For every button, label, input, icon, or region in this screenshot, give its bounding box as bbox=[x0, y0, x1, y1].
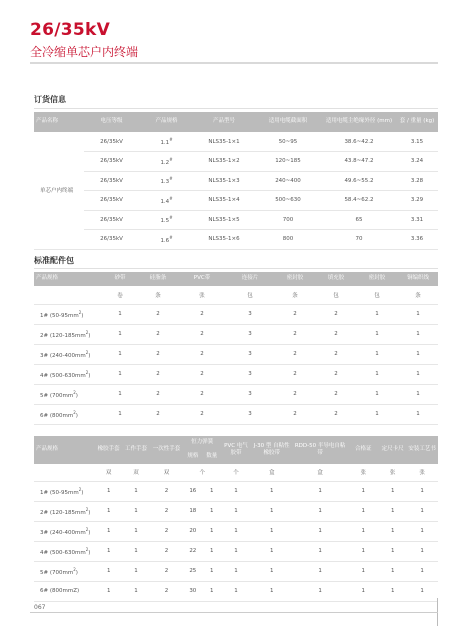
spec-cell bbox=[139, 171, 194, 191]
value-cell: 1 bbox=[202, 521, 221, 541]
spec-superscript: 2 bbox=[85, 349, 89, 355]
spec-mark: # bbox=[169, 195, 173, 201]
column-header: 规格 bbox=[183, 450, 202, 464]
spec-superscript: 2 bbox=[78, 486, 82, 492]
value-cell: 1 bbox=[293, 501, 348, 521]
column-header: 合格证 bbox=[347, 436, 379, 464]
unit-cell: 张 bbox=[178, 286, 226, 304]
area-cell: 700 bbox=[254, 210, 322, 230]
unit-cell: 个 bbox=[221, 464, 250, 481]
spec-text: 1.4 bbox=[160, 198, 170, 205]
spec-cell bbox=[34, 561, 95, 581]
value-cell: 1 bbox=[202, 541, 221, 561]
weight-cell: 3.28 bbox=[396, 171, 438, 191]
column-header: 数量 bbox=[202, 450, 221, 464]
table-row bbox=[34, 152, 438, 172]
unit-cell: 张 bbox=[347, 464, 379, 481]
spec-mark: # bbox=[169, 176, 173, 182]
value-cell: 1 bbox=[347, 521, 379, 541]
value-cell: 22 bbox=[183, 541, 202, 561]
accessories-header-row bbox=[34, 272, 438, 286]
tools-table bbox=[34, 436, 438, 602]
value-cell: 2 bbox=[316, 364, 356, 384]
value-cell: 1 bbox=[102, 384, 138, 404]
spec-text: 6# (800mm bbox=[40, 412, 74, 419]
footer-divider bbox=[30, 612, 438, 613]
unit-cell: 盒 bbox=[251, 464, 293, 481]
table-row bbox=[34, 171, 438, 191]
spec-text: 1.6 bbox=[160, 237, 170, 244]
value-cell: 1 bbox=[406, 541, 438, 561]
spec-mark: # bbox=[169, 234, 173, 240]
unit-cell: 双 bbox=[150, 464, 184, 481]
value-cell: 1 bbox=[122, 561, 149, 581]
value-cell: 1 bbox=[398, 324, 438, 344]
value-cell: 2 bbox=[150, 521, 184, 541]
spec-text: 2# (120-185mm bbox=[40, 509, 86, 516]
table-row bbox=[34, 481, 438, 501]
value-cell: 30 bbox=[183, 581, 202, 601]
value-cell: 1 bbox=[102, 324, 138, 344]
value-cell: 1 bbox=[347, 541, 379, 561]
value-cell: 1 bbox=[356, 404, 398, 424]
value-cell: 1 bbox=[251, 581, 293, 601]
unit-cell: 个 bbox=[183, 464, 221, 481]
page-number: 067 bbox=[34, 604, 46, 611]
value-cell: 1 bbox=[398, 404, 438, 424]
units-row bbox=[34, 286, 438, 304]
value-cell: 3 bbox=[226, 344, 274, 364]
spec-cell bbox=[34, 344, 102, 364]
value-cell: 1 bbox=[221, 581, 250, 601]
value-cell: 1 bbox=[398, 304, 438, 324]
value-cell: 1 bbox=[122, 481, 149, 501]
voltage-cell: 26/35kV bbox=[84, 191, 139, 211]
column-header: 安装工艺书 bbox=[406, 436, 438, 464]
units-spacer bbox=[34, 286, 102, 304]
value-cell: 2 bbox=[274, 344, 316, 364]
model-cell: NLS35-1×6 bbox=[194, 230, 254, 250]
spec-text: 2# (120-185mm bbox=[40, 332, 86, 339]
diameter-cell: 58.4~62.2 bbox=[322, 191, 396, 211]
value-cell: 1 bbox=[406, 561, 438, 581]
column-header: 填充胶 bbox=[316, 272, 356, 286]
value-cell: 1 bbox=[347, 501, 379, 521]
value-cell: 1 bbox=[221, 541, 250, 561]
value-cell: 1 bbox=[347, 481, 379, 501]
column-header: 产品名称 bbox=[34, 112, 84, 132]
value-cell: 1 bbox=[251, 501, 293, 521]
value-cell: 1 bbox=[95, 481, 122, 501]
spec-cell bbox=[34, 324, 102, 344]
column-header: 产品规格 bbox=[139, 112, 194, 132]
spec-mark: # bbox=[169, 137, 173, 143]
value-cell: 1 bbox=[293, 481, 348, 501]
unit-cell: 张 bbox=[406, 464, 438, 481]
unit-cell: 双 bbox=[122, 464, 149, 481]
value-cell: 1 bbox=[398, 384, 438, 404]
spec-cell bbox=[34, 541, 95, 561]
value-cell: 1 bbox=[347, 581, 379, 601]
value-cell: 1 bbox=[95, 561, 122, 581]
column-header: PVC带 bbox=[178, 272, 226, 286]
voltage-cell: 26/35kV bbox=[84, 230, 139, 250]
value-cell: 1 bbox=[221, 561, 250, 581]
spec-superscript: 2 bbox=[78, 309, 82, 315]
area-cell: 240~400 bbox=[254, 171, 322, 191]
model-cell: NLS35-1×3 bbox=[194, 171, 254, 191]
value-cell: 1 bbox=[293, 581, 348, 601]
value-cell: 2 bbox=[138, 304, 178, 324]
table-row bbox=[34, 210, 438, 230]
order-info-table bbox=[34, 112, 438, 250]
column-header: 电压等级 bbox=[84, 112, 139, 132]
value-cell: 1 bbox=[406, 521, 438, 541]
model-cell: NLS35-1×5 bbox=[194, 210, 254, 230]
value-cell: 2 bbox=[150, 561, 184, 581]
spec-text: 5# (700mm bbox=[40, 392, 74, 399]
unit-cell: 包 bbox=[316, 286, 356, 304]
units-row bbox=[34, 464, 438, 481]
unit-cell: 包 bbox=[356, 286, 398, 304]
value-cell: 1 bbox=[293, 541, 348, 561]
value-cell: 1 bbox=[379, 581, 406, 601]
value-cell: 1 bbox=[122, 541, 149, 561]
value-cell: 1 bbox=[251, 541, 293, 561]
table-row bbox=[34, 324, 438, 344]
spec-text: 3# (240-400mm bbox=[40, 352, 86, 359]
spec-mark: # bbox=[169, 215, 173, 221]
spec-text: 6# (800mmZ) bbox=[40, 588, 80, 594]
area-cell: 120~185 bbox=[254, 152, 322, 172]
value-cell: 1 bbox=[406, 581, 438, 601]
voltage-cell: 26/35kV bbox=[84, 152, 139, 172]
value-cell: 1 bbox=[122, 501, 149, 521]
value-cell: 3 bbox=[226, 384, 274, 404]
weight-cell: 3.29 bbox=[396, 191, 438, 211]
spec-text: 3# (240-400mm bbox=[40, 529, 86, 536]
value-cell: 2 bbox=[138, 364, 178, 384]
value-cell: 1 bbox=[95, 501, 122, 521]
spec-cell bbox=[139, 152, 194, 172]
value-cell: 1 bbox=[102, 404, 138, 424]
column-header: 适用电缆截面积 bbox=[254, 112, 322, 132]
order-info-divider bbox=[34, 108, 438, 109]
spec-superscript: 2 bbox=[85, 369, 89, 375]
spec-cell bbox=[139, 230, 194, 250]
value-cell: 1 bbox=[356, 304, 398, 324]
value-cell: 2 bbox=[274, 364, 316, 384]
units-spacer bbox=[34, 464, 95, 481]
value-cell: 1 bbox=[379, 481, 406, 501]
table-row bbox=[34, 230, 438, 250]
value-cell: 3 bbox=[226, 404, 274, 424]
unit-cell: 双 bbox=[95, 464, 122, 481]
column-header: 产品型号 bbox=[194, 112, 254, 132]
spec-tail: ) bbox=[88, 549, 91, 556]
column-header: 密封胶 bbox=[274, 272, 316, 286]
unit-cell: 条 bbox=[138, 286, 178, 304]
column-header: RDD-50 半导电自粘带 bbox=[293, 436, 348, 464]
unit-cell: 卷 bbox=[102, 286, 138, 304]
spec-cell bbox=[139, 132, 194, 152]
value-cell: 1 bbox=[406, 481, 438, 501]
value-cell: 2 bbox=[316, 384, 356, 404]
column-header: 硅脂条 bbox=[138, 272, 178, 286]
spec-cell bbox=[34, 384, 102, 404]
spec-cell bbox=[34, 304, 102, 324]
value-cell: 2 bbox=[178, 324, 226, 344]
model-cell: NLS35-1×1 bbox=[194, 132, 254, 152]
spec-superscript: 2 bbox=[85, 506, 89, 512]
voltage-cell: 26/35kV bbox=[84, 210, 139, 230]
table-row bbox=[34, 521, 438, 541]
diameter-cell: 65 bbox=[322, 210, 396, 230]
column-header: 套 / 重量 (kg) bbox=[396, 112, 438, 132]
spec-tail: ) bbox=[75, 392, 78, 399]
table-row bbox=[34, 364, 438, 384]
table-row bbox=[34, 344, 438, 364]
value-cell: 1 bbox=[221, 521, 250, 541]
value-cell: 3 bbox=[226, 304, 274, 324]
value-cell: 1 bbox=[102, 304, 138, 324]
spec-text: 1.2 bbox=[160, 159, 170, 166]
value-cell: 1 bbox=[406, 501, 438, 521]
spec-cell bbox=[34, 404, 102, 424]
value-cell: 2 bbox=[316, 404, 356, 424]
value-cell: 1 bbox=[202, 481, 221, 501]
value-cell: 1 bbox=[102, 344, 138, 364]
value-cell: 2 bbox=[274, 324, 316, 344]
column-header: 适用电缆主绝缘外径 (mm) bbox=[322, 112, 396, 132]
value-cell: 1 bbox=[398, 344, 438, 364]
weight-cell: 3.31 bbox=[396, 210, 438, 230]
value-cell: 2 bbox=[274, 404, 316, 424]
value-cell: 2 bbox=[150, 541, 184, 561]
value-cell: 2 bbox=[150, 581, 184, 601]
value-cell: 2 bbox=[316, 344, 356, 364]
page-title: 26/35kV bbox=[30, 20, 111, 40]
column-header: 铜编织线 bbox=[398, 272, 438, 286]
table-row bbox=[34, 304, 438, 324]
model-cell: NLS35-1×4 bbox=[194, 191, 254, 211]
value-cell: 16 bbox=[183, 481, 202, 501]
accessories-title: 标准配件包 bbox=[34, 256, 74, 265]
model-cell: NLS35-1×2 bbox=[194, 152, 254, 172]
value-cell: 2 bbox=[316, 324, 356, 344]
weight-cell: 3.24 bbox=[396, 152, 438, 172]
spec-cell bbox=[34, 364, 102, 384]
area-cell: 50~95 bbox=[254, 132, 322, 152]
value-cell: 2 bbox=[178, 304, 226, 324]
spec-text: 5# (700mm bbox=[40, 569, 74, 576]
spec-tail: ) bbox=[81, 489, 84, 496]
voltage-cell: 26/35kV bbox=[84, 132, 139, 152]
value-cell: 1 bbox=[221, 501, 250, 521]
spec-cell bbox=[34, 521, 95, 541]
value-cell: 2 bbox=[274, 384, 316, 404]
page-subtitle: 全冷缩单芯户内终端 bbox=[30, 45, 139, 59]
spec-cell bbox=[139, 191, 194, 211]
weight-cell: 3.36 bbox=[396, 230, 438, 250]
value-cell: 1 bbox=[202, 581, 221, 601]
unit-cell: 条 bbox=[274, 286, 316, 304]
value-cell: 1 bbox=[202, 561, 221, 581]
unit-cell: 张 bbox=[379, 464, 406, 481]
column-header: 一次性手套 bbox=[150, 436, 184, 464]
value-cell: 1 bbox=[122, 581, 149, 601]
spec-tail: ) bbox=[81, 312, 84, 319]
tools-header-row bbox=[34, 436, 438, 450]
table-row bbox=[34, 581, 438, 601]
value-cell: 1 bbox=[122, 521, 149, 541]
table-row bbox=[34, 404, 438, 424]
value-cell: 3 bbox=[226, 364, 274, 384]
accessories-table bbox=[34, 272, 438, 425]
spec-tail: ) bbox=[88, 352, 91, 359]
spec-tail: ) bbox=[75, 412, 78, 419]
unit-cell: 包 bbox=[226, 286, 274, 304]
value-cell: 2 bbox=[178, 364, 226, 384]
spec-tail: ) bbox=[88, 509, 91, 516]
area-cell: 800 bbox=[254, 230, 322, 250]
spec-tail: ) bbox=[75, 569, 78, 576]
value-cell: 1 bbox=[251, 481, 293, 501]
value-cell: 25 bbox=[183, 561, 202, 581]
diameter-cell: 49.6~55.2 bbox=[322, 171, 396, 191]
unit-cell: 盒 bbox=[293, 464, 348, 481]
value-cell: 1 bbox=[95, 521, 122, 541]
column-header: 产品规格 bbox=[34, 272, 102, 286]
value-cell: 18 bbox=[183, 501, 202, 521]
spec-tail: ) bbox=[88, 372, 91, 379]
value-cell: 2 bbox=[138, 384, 178, 404]
value-cell: 1 bbox=[379, 521, 406, 541]
value-cell: 2 bbox=[138, 324, 178, 344]
value-cell: 2 bbox=[274, 304, 316, 324]
order-info-header-row bbox=[34, 112, 438, 132]
spec-text: 1.1 bbox=[160, 139, 170, 146]
table-row bbox=[34, 132, 438, 152]
value-cell: 1 bbox=[95, 541, 122, 561]
value-cell: 1 bbox=[379, 561, 406, 581]
diameter-cell: 38.6~42.2 bbox=[322, 132, 396, 152]
value-cell: 2 bbox=[150, 481, 184, 501]
spec-mark: # bbox=[169, 156, 173, 162]
spec-text: 4# (500-630mm bbox=[40, 372, 86, 379]
value-cell: 1 bbox=[95, 581, 122, 601]
value-cell: 1 bbox=[356, 324, 398, 344]
spec-cell bbox=[34, 501, 95, 521]
spec-cell bbox=[34, 581, 95, 601]
spec-superscript: 2 bbox=[73, 389, 76, 395]
column-header: 连接片 bbox=[226, 272, 274, 286]
value-cell: 1 bbox=[356, 344, 398, 364]
spec-text: 1.5 bbox=[160, 218, 170, 225]
column-header: J-30 型 自粘性橡胶带 bbox=[251, 436, 293, 464]
value-cell: 1 bbox=[102, 364, 138, 384]
accessories-divider bbox=[34, 268, 438, 269]
value-cell: 1 bbox=[221, 481, 250, 501]
value-cell: 1 bbox=[251, 521, 293, 541]
value-cell: 1 bbox=[293, 561, 348, 581]
value-cell: 1 bbox=[251, 561, 293, 581]
product-name-cell: 单芯户内终端 bbox=[34, 132, 84, 249]
diameter-cell: 43.8~47.2 bbox=[322, 152, 396, 172]
value-cell: 1 bbox=[379, 501, 406, 521]
spec-tail: ) bbox=[88, 529, 91, 536]
value-cell: 2 bbox=[138, 404, 178, 424]
spec-superscript: 2 bbox=[73, 409, 76, 415]
value-cell: 1 bbox=[347, 561, 379, 581]
spec-superscript: 2 bbox=[85, 526, 89, 532]
spec-superscript: 2 bbox=[73, 566, 76, 572]
column-header: 砂带 bbox=[102, 272, 138, 286]
value-cell: 20 bbox=[183, 521, 202, 541]
spec-tail: ) bbox=[88, 332, 91, 339]
value-cell: 2 bbox=[178, 384, 226, 404]
value-cell: 1 bbox=[356, 364, 398, 384]
voltage-cell: 26/35kV bbox=[84, 171, 139, 191]
column-header: 产品规格 bbox=[34, 436, 95, 464]
column-header: 恒力弹簧 bbox=[183, 436, 221, 450]
header-divider bbox=[30, 62, 438, 64]
spec-superscript: 2 bbox=[85, 546, 89, 552]
column-header: PVC 电气胶带 bbox=[221, 436, 250, 464]
column-header: 定尺卡尺 bbox=[379, 436, 406, 464]
column-header: 工作手套 bbox=[122, 436, 149, 464]
spec-text: 4# (500-630mm bbox=[40, 549, 86, 556]
diameter-cell: 70 bbox=[322, 230, 396, 250]
value-cell: 2 bbox=[138, 344, 178, 364]
value-cell: 2 bbox=[178, 344, 226, 364]
spec-superscript: 2 bbox=[85, 329, 89, 335]
value-cell: 2 bbox=[316, 304, 356, 324]
value-cell: 1 bbox=[356, 384, 398, 404]
value-cell: 2 bbox=[178, 404, 226, 424]
spec-cell bbox=[139, 210, 194, 230]
table-row bbox=[34, 384, 438, 404]
spec-text: 1# (50-95mm bbox=[40, 312, 79, 319]
value-cell: 3 bbox=[226, 324, 274, 344]
area-cell: 500~630 bbox=[254, 191, 322, 211]
value-cell: 1 bbox=[398, 364, 438, 384]
unit-cell: 条 bbox=[398, 286, 438, 304]
column-header: 密封胶 bbox=[356, 272, 398, 286]
column-header: 橡胶手套 bbox=[95, 436, 122, 464]
table-row bbox=[34, 561, 438, 581]
table-row bbox=[34, 501, 438, 521]
value-cell: 1 bbox=[293, 521, 348, 541]
weight-cell: 3.15 bbox=[396, 132, 438, 152]
spec-text: 1# (50-95mm bbox=[40, 489, 79, 496]
value-cell: 1 bbox=[379, 541, 406, 561]
table-row bbox=[34, 541, 438, 561]
spec-text: 1.3 bbox=[160, 179, 170, 186]
value-cell: 1 bbox=[202, 501, 221, 521]
value-cell: 2 bbox=[150, 501, 184, 521]
order-info-title: 订货信息 bbox=[34, 95, 66, 104]
table-row bbox=[34, 191, 438, 211]
spec-cell bbox=[34, 481, 95, 501]
